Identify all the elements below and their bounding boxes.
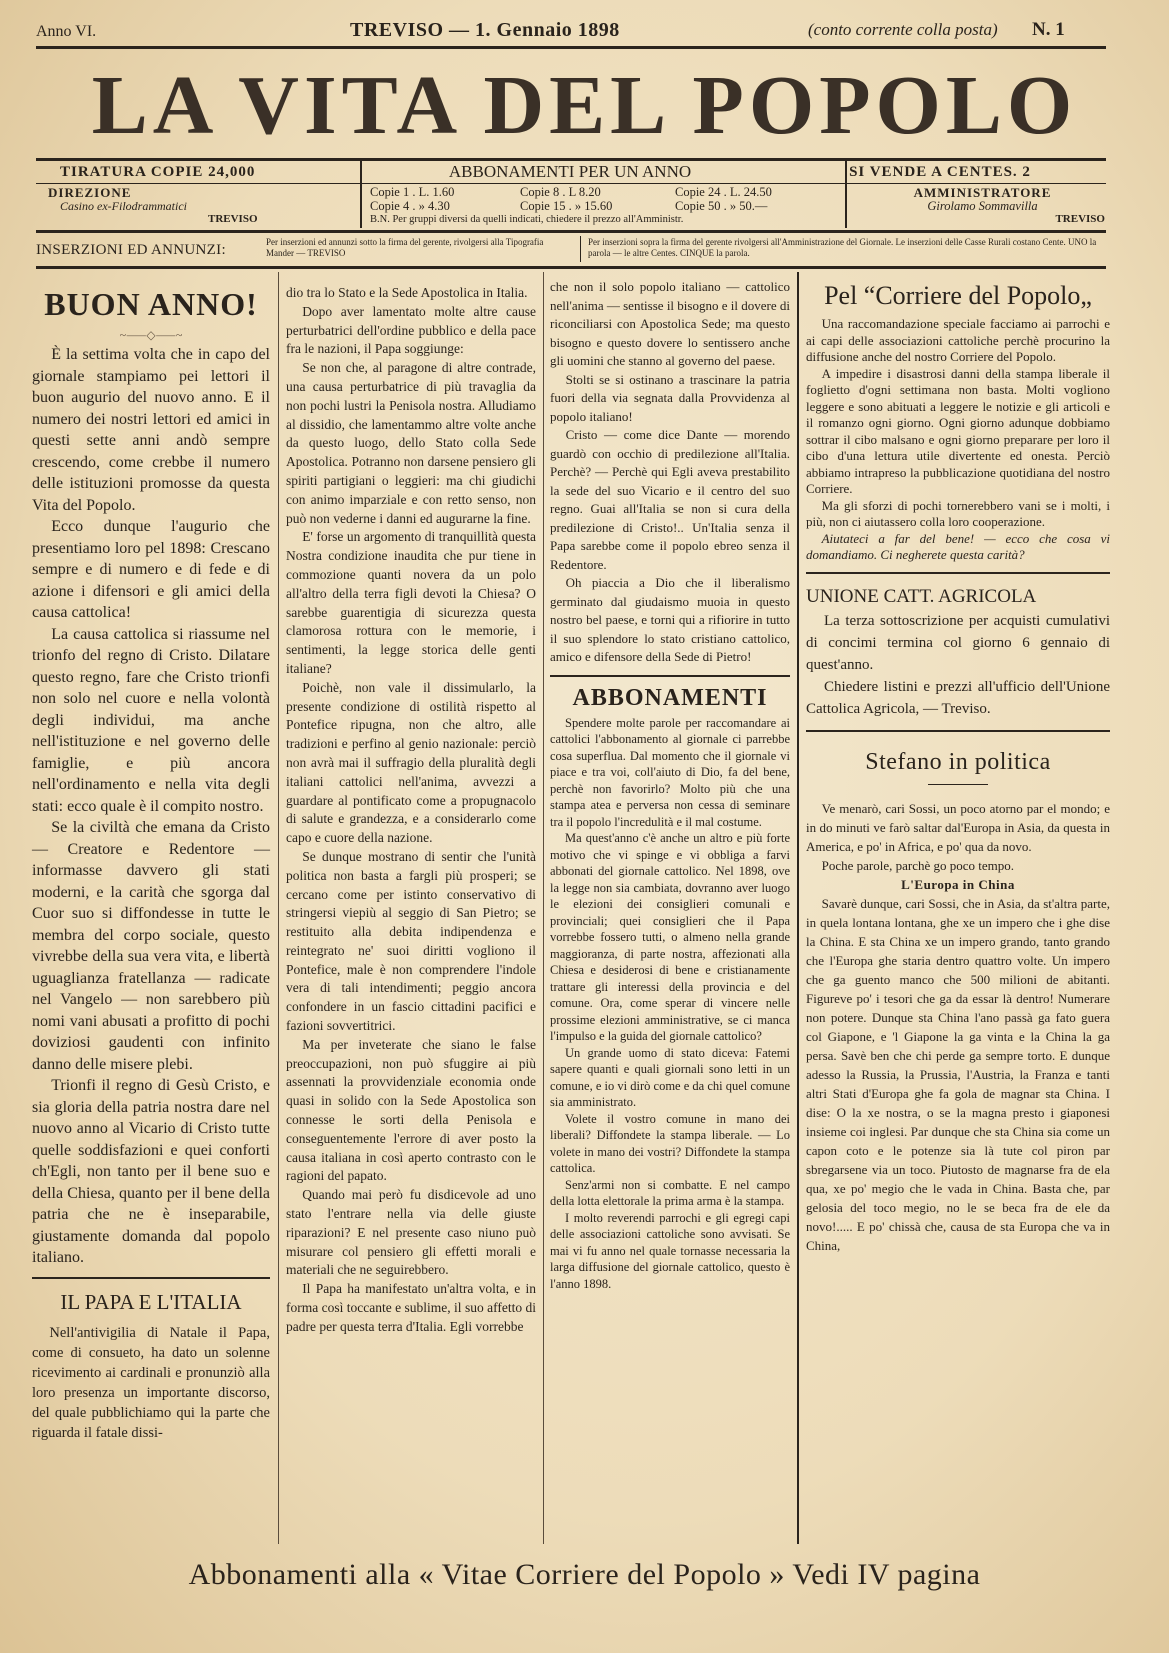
divider — [32, 1269, 270, 1279]
divider — [580, 236, 581, 262]
paragraph: Nell'antivigilia di Natale il Papa, come di consueto, ha dato un solenne ricevimento ai cardinali e pronunziò alla loro presenza un importante discorso, del quale pubblichiamo qui la parte che riguarda il fatale dissi- — [32, 1324, 270, 1441]
paragraph: La terza sottoscrizione per acquisti cumulativi di concimi termina col giorno 6 gennaio di quest'anno. — [806, 612, 1110, 673]
paragraph: Se non che, al paragone di altre contrade, una causa perturbatrice di più travaglia da non pochi lustri la Penisola nostra. Alludiamo al dissidio, che lamentammo altre volte anche da questo luogo, dello Stato colla Sede Apostolica. Potranno non darsene pensiero gli spiriti partigiani o leggieri: ma chi giudichi con animo imparziale e con retto senso, non può non vederne i danni ed augurarne la fine. — [286, 360, 536, 526]
paragraph: Il Papa ha manifestato un'altra volta, e in forma così toccante e sublime, il suo affetto di padre per questa terra d'Italia. Egli vorrebbe — [286, 1281, 536, 1334]
postal-note: (conto corrente colla posta) — [808, 20, 998, 39]
paragraph: Spendere molte parole per raccomandare ai cattolici l'abbonamento al giornale ci parrebbe cosa superflua. Dal momento che il giornale vi piace e tra voi, coll'aiuto di Dio, fa del bene, perchè non favorirlo? Molto più che una stampa atea e perversa non cessa di seminare tra il popolo l'incredulità e il mal costume. — [550, 715, 790, 829]
masthead-title: LA VITA DEL POPOLO — [91, 59, 1078, 152]
article-title-stefano: Stefano in politica — [865, 748, 1051, 775]
paragraph: È la settima volta che in capo del giornale stampiamo pei lettori il buon augurio del nuovo anno. E il numero dei nostri lettori ed amici in questi sette anni andò sempre crescendo, come crebbe il numero delle istituzioni promosse da questa Vita del Popolo. — [32, 346, 270, 514]
amministratore-label: AMMINISTRATORE — [913, 185, 1052, 200]
paragraph: Dopo aver lamentato molte altre cause perturbatrici dell'ordine pubblico e della pace fra le nazioni, il Papa soggiunge: — [286, 303, 536, 357]
paragraph: E' forse un argomento di tranquillità questa Nostra condizione inaudita che pur tiene in commozione quanti novera da un polo all'altro della terra figli devoti la Chiesa? O sarebbe guarentigia di sicurezza questa clamorosa rottura con le memorie, i sentimenti, la legge storica delle genti italiane? — [286, 529, 536, 676]
article-title-unione: UNIONE CATT. AGRICOLA — [806, 585, 1037, 607]
divider — [36, 46, 1106, 49]
inserzioni-right: Per inserzioni sopra la firma del gerente rivolgersi all'Amministrazione del Giornale. Le inserzioni delle Casse Rurali costano Cente. UNO la parola — le altre Centes. CINQUE la parola. — [588, 237, 1097, 258]
price-cell: Copie 15 . » 15.60 — [520, 198, 613, 213]
divider — [928, 784, 988, 785]
paragraph: Ecco dunque l'augurio che presentiamo loro pel 1898: Crescano sempre e di numero e di fede e di azione i difensori e gli amici della causa cattolica! — [32, 518, 270, 621]
divider — [36, 230, 1106, 233]
paragraph: Se dunque mostrano di sentir che l'unità politica non basta a fargli più prosperi; se cercano come per istinto conservativo di stringersi viepiù al seggio di San Pietro; se restituito alla debita indipendenza e reintegrato ne' suoi diritti vogliono il Pontefice, male è non comprendere l'indole vera di tali intendimenti; peggio ancora confondere in un fascio cittadini pacifici e fazioni sovvertitrici. — [286, 848, 536, 1034]
amministratore-box — [860, 186, 1105, 227]
price-per-copy: SI VENDE A CENTES. 2 — [849, 164, 1031, 180]
subscriptions-heading: ABBONAMENTI PER UN ANNO — [448, 162, 692, 181]
paragraph: Quando mai però fu disdicevole ad uno stato l'entrare nella via delle giuste riparazioni? E nel presente caso niuno può misurare col pensiero gli effetti morali e materiali che ne seguirebbero. — [286, 1187, 536, 1278]
paragraph: Un grande uomo di stato diceva: Fatemi sapere quanti e quali giornali sono letti in un comune, e io vi dirò come e da chi quel comune sia amministrato. — [550, 1045, 790, 1109]
issue-year: Anno VI. — [36, 23, 97, 40]
amministratore-city: TREVISO — [1055, 213, 1105, 225]
divider — [806, 720, 1110, 732]
price-note: B.N. Per gruppi diversi da quelli indicati, chiedere il prezzo all'Amministr. — [370, 214, 684, 225]
direzione-city: TREVISO — [208, 213, 258, 225]
price-row — [370, 186, 840, 200]
price-cell: Copie 24 . L. 24.50 — [675, 185, 772, 199]
paragraph: dio tra lo Stato e la Sede Apostolica in Italia. — [286, 285, 528, 300]
direzione-place: Casino ex-Filodrammatici — [60, 198, 187, 213]
paragraph: Poche parole, parchè go poco tempo. — [821, 857, 1014, 873]
article-subtitle: L'Europa in China — [901, 876, 1015, 892]
divider — [360, 160, 362, 228]
paragraph: Se la civiltà che emana da Cristo — Creatore e Redentore — informasse davvero gli stati moderni, e la carità che sgorga dal Cuor suo si diffondesse in tutte le membra del corpo sociale, questo vivrebbe della sua vera vita, e libertà uguaglianza fratellanza — radicate nel Vangelo — non sarebbero più nomi vani abusati a profitto di pochi doviziosi gaudenti con infinito danno delle misere plebi. — [32, 819, 270, 1073]
paragraph: Ve menarò, cari Sossi, un poco atorno par el mondo; e in do minuti ve farò saltar dal'Europa in Asia, da questa in America, e po' in Africa, e po' qua da novo. — [806, 800, 1110, 854]
column-rule — [543, 272, 544, 1544]
direzione-label: DIREZIONE — [48, 185, 132, 200]
paragraph: Poichè, non vale il dissimularlo, la presente condizione di ostilità rispetto al Pontefice ripugna, non che altro, alle tradizioni e perfino al genio nazionale: perciò non avrà mai il suffragio della pluralità degli italiani cattolici nell'anima, avvezzi a guardare al pontificato come a propugnacolo di salute e grandezza, e a considerarlo come capo e cuore della nazione. — [286, 679, 536, 846]
price-table — [370, 186, 840, 227]
column-3 — [550, 278, 790, 1292]
article-title-abbonamenti: ABBONAMENTI — [572, 684, 768, 711]
price-cell: Copie 1 . L. 1.60 — [370, 185, 455, 199]
print-run: TIRATURA COPIE 24,000 — [60, 164, 256, 180]
inserzioni-left: Per inserzioni ed annunzi sotto la firma del gerente, rivolgersi alla Tipografia Mander — TREVISO — [266, 237, 544, 258]
paragraph: Oh piaccia a Dio che il liberalismo germinato dal giudaismo muoia in questo nostro bel paese, e torni qui a rifiorire in tutto il suo splendore lo stato cristiano cattolico, amico e difensore della Sede di Pietro! — [550, 575, 790, 664]
divider — [36, 183, 1106, 184]
dateline: TREVISO — 1. Gennaio 1898 — [350, 19, 620, 41]
paragraph: Trionfi il regno di Gesù Cristo, e sia gloria della patria nostra dare nel nuovo anno al Vicario di Cristo tutte quelle soddisfazioni e quei conforti ch'Egli, non tanto per il bene suo e della Chiesa, quanto per il bene della patria che ne è inseparabile, giustamente domanda dal popolo italiano. — [32, 1077, 270, 1266]
column-rule — [797, 272, 799, 1544]
divider — [845, 160, 847, 228]
paragraph: Ma quest'anno c'è anche un altro e più forte motivo che vi spinge e vi obbliga a farvi abbonati del giornale cattolico. Nel 1898, ove la legge non sia cambiata, dovranno aver luogo le elezioni dei consiglieri comunali e provinciali; quei consiglieri che il Papa vorrebbe fossero tutti, o almeno nella grande maggioranza, di parte nostra, affezionati alla Chiesa e desiderosi di bene e cristianamente trattare gli interessi della provincia e del comune. Ora, come sperar di vincere nelle prossime elezioni amministrative, se ci manca l'impulso e la guida del giornale cattolico? — [550, 831, 790, 1043]
paragraph: Ma per inveterate che siano le false preoccupazioni, non può sfuggire ai più assennati la provvidenziale economia onde quasi in solido con la Sede Apostolica son connesse le sorti della Penisola e conseguentemente l'errore di aver posto la causa italiana in così aperto contrasto con le ragioni del papato. — [286, 1036, 536, 1184]
paragraph: Volete il vostro comune in mano dei liberali? Diffondete la stampa liberale. — Lo volete in mano dei vostri? Diffondete la stampa cattolica. — [550, 1111, 790, 1175]
column-4 — [806, 276, 1110, 1255]
article-title-buon-anno: BUON ANNO! — [44, 286, 258, 322]
issue-number: N. 1 — [1032, 19, 1065, 40]
paragraph: I molto reverendi parrochi e gli egregi capi delle associazioni cattoliche sono avvisati. Se mai vi fu anno nel quale tornasse necessaria la larga diffusione del giornale cattolico, questo è l'anno 1898. — [550, 1210, 790, 1291]
price-cell: Copie 4 . » 4.30 — [370, 198, 450, 213]
paragraph: A impedire i disastrosi danni della stampa liberale il foglietto d'ogni settimana non basta. Molti vogliono leggere e sono abituati a leggere le notizie e gli articoli e il romanzo ogni giorno. Ogni giorno adunque dobbiamo sottrar il cibo malsano e ogni giorno preparare per loro il cibo d'una lettura utile divertente ed onesta. Perciò abbiamo intrapreso la pubblicazione quotidiana del nostro Corriere. — [806, 365, 1110, 496]
divider — [806, 564, 1110, 574]
paragraph: Savarè dunque, cari Sossi, che in Asia, da st'altra parte, in quela lontana lontana, ghe xe un impero che i ghe dise la China. E sta China xe un impero grando, tanto grando che l'Europa ghe staria dentro quattro volte. Un impero che ga guento manco che 500 milioni de abitanti. Figureve po' i tesori che ga da essar là dentro! Numerare non potere. Dunque sta China l'ano passà ga fato guera col Giapone, e 'l Giapone la ga vinta e la China la ga persa. Savè ben che chi perde ga sempre torto. E dunque adesso la Russia, la Prussia, l'Austria, la Franza e tanti altri Stati d'Europa ghe fa gola de magnar sta China. I dise: O la xe nostra, o se la magna presto i giaponesi insieme coi inglesi. Par dunque che sta China sia come un capon coto e le potenze sia là tute col piron par sbregarsene via un toco. Piutosto de magnarse fra de ela qua, xe po' megio che le vada in China. Basta che, par gelosia del toco megio, no le se beca fra de ele da novo!..... E po' chissà che, causa de sta Europa che va in China, — [806, 895, 1110, 1253]
paragraph: Ma gli sforzi di pochi tornerebbero vani se i molti, i più, non ci aiutassero colla loro cooperazione. — [806, 497, 1110, 529]
paragraph: Una raccomandazione speciale facciamo ai parrochi e ai capi delle associazioni cattoliche perchè procurino la diffusione anche del nostro Corriere del Popolo. — [806, 316, 1110, 364]
article-title-corriere: Pel “Corriere del Popolo„ — [824, 281, 1092, 310]
price-cell: Copie 50 . » 50.— — [675, 198, 768, 213]
ornament-icon: ~⸺◇⸺~ — [119, 328, 183, 342]
paragraph: Cristo — come dice Dante — morendo guardò con occhio di predilezione all'Italia. Perchè? — Perchè qui Egli aveva prestabilito la sede del suo Vicario e il centro del suo regno. Guai all'Italia se non si cura della predilezione di Cristo!.. Un'Italia senza il Papa sarebbe come il popolo ebreo senza il Redentore. — [550, 427, 790, 572]
article-title-il-papa: IL PAPA E L'ITALIA — [60, 1289, 242, 1314]
column-rule — [278, 272, 279, 1544]
paragraph: che non il solo popolo italiano — cattolico nell'anima — sentisse il bisogno e il dovere di riconciliarsi con Apostolica Sede; ma questo bisogno e questo dovere lo sentissero anche gli uomini che stanno al governo del paese. — [550, 279, 790, 368]
paragraph: Chiedere listini e prezzi all'ufficio dell'Unione Cattolica Agricola, — Treviso. — [806, 678, 1110, 717]
amministratore-name: Girolamo Sommavilla — [927, 198, 1038, 213]
paragraph: Aiutateci a far del bene! — ecco che cosa vi domandiamo. Ci negherete questa carità? — [806, 530, 1110, 562]
paragraph: La causa cattolica si riassume nel trionfo del regno di Cristo. Dilatare questo regno, fare che Cristo trionfi non solo nel cuore e nella volontà degli individui, ma anche nell'istituzione e nel governo delle famiglie, e più ancora nell'ordinamento e nella vita degli stati: ecco quale è il compito nostro. — [32, 625, 270, 815]
divider — [36, 266, 1106, 269]
inserzioni-label: INSERZIONI ED ANNUNZI: — [36, 242, 226, 258]
column-1 — [32, 282, 270, 1443]
direzione-box — [48, 186, 348, 227]
paragraph: Senz'armi non si combatte. E nel campo della lotta elettorale la prima arma è la stampa. — [550, 1177, 790, 1208]
price-row — [370, 200, 840, 214]
paragraph: Stolti se si ostinano a trascinare la patria fuori della via segnata dalla Provvidenza al popolo italiano! — [550, 371, 790, 424]
price-cell: Copie 8 . L 8.20 — [520, 185, 601, 199]
footer-banner: Abbonamenti alla « Vitae Corriere del Popolo » Vedi IV pagina — [188, 1558, 981, 1591]
column-2 — [286, 284, 536, 1337]
divider — [550, 667, 790, 677]
divider — [36, 158, 1106, 161]
